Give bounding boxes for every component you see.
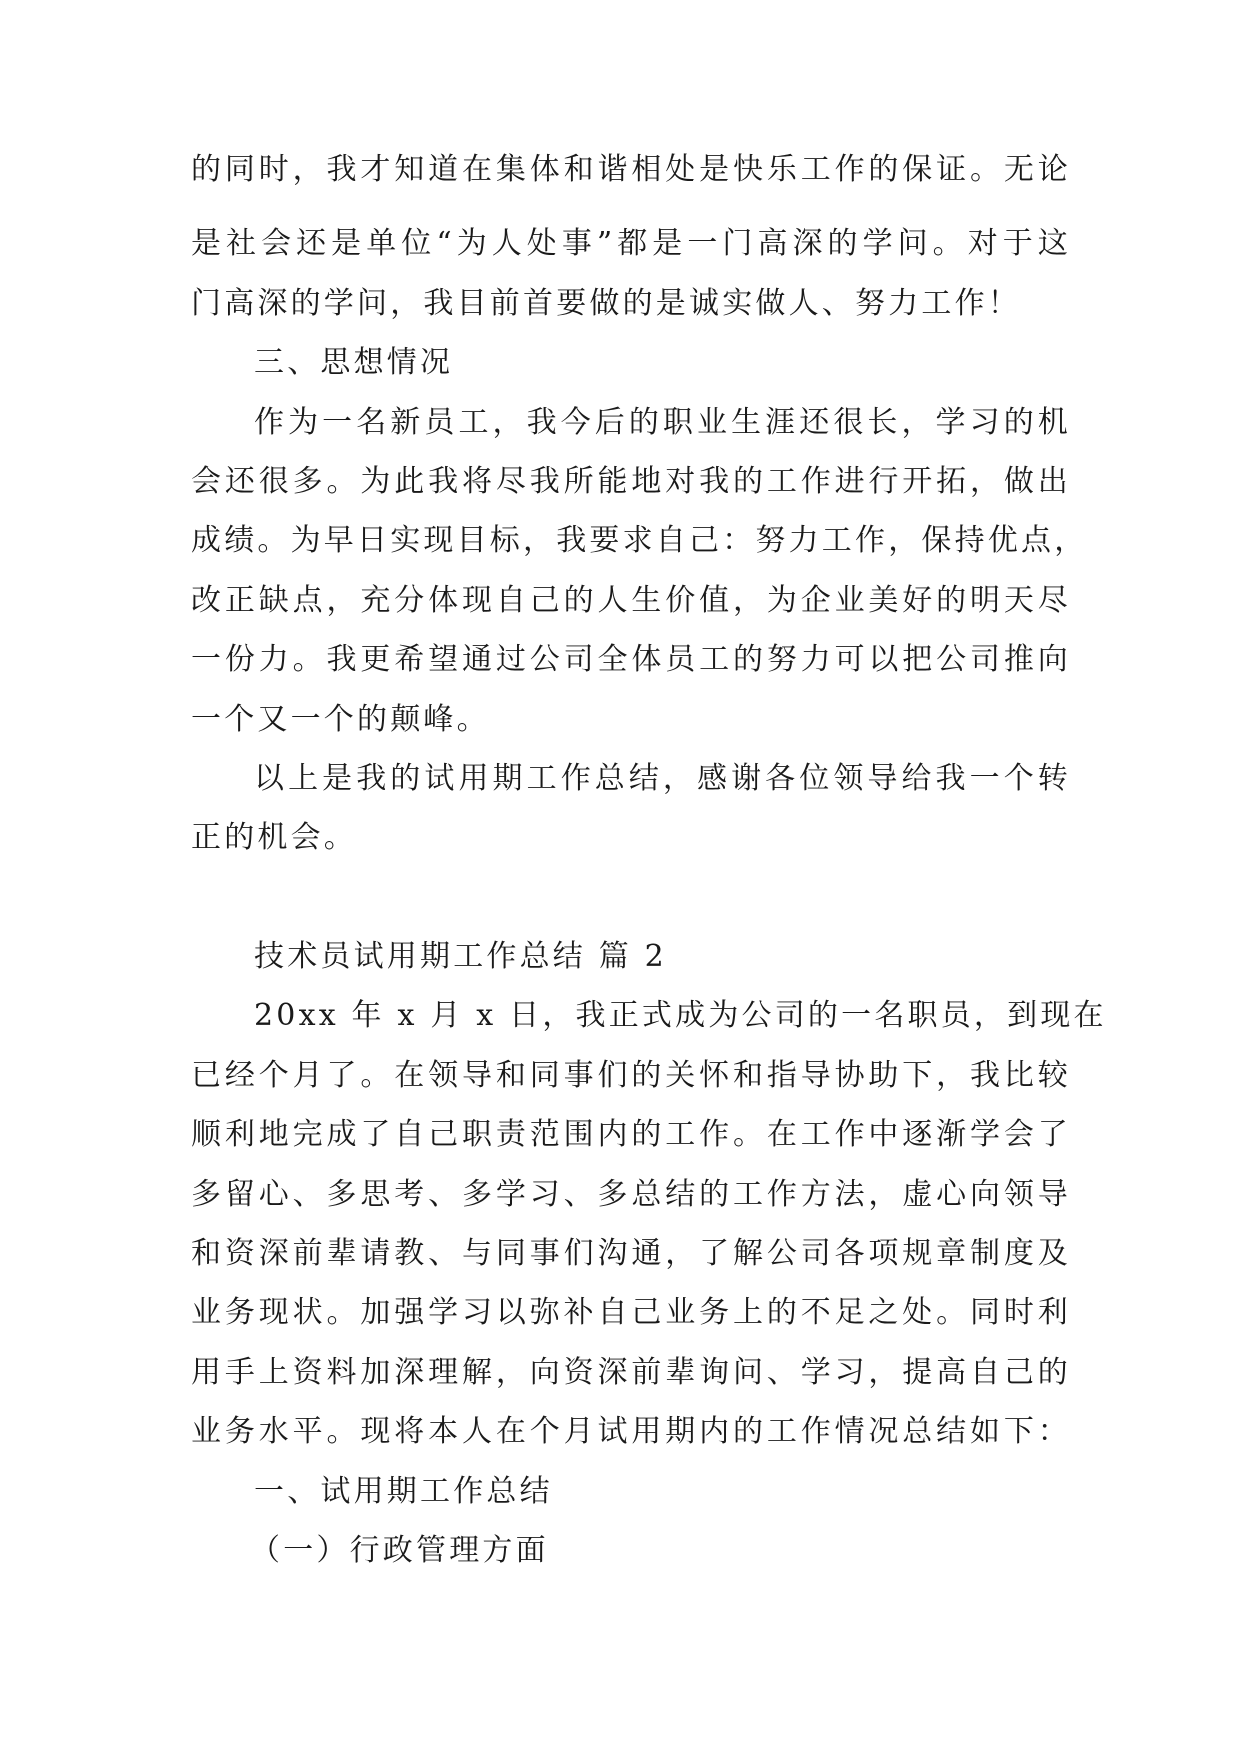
section-heading: 三、思想情况 bbox=[254, 345, 454, 380]
text-line: 改正缺点，充分体现自己的人生价值，为企业美好的明天尽 bbox=[191, 583, 1071, 618]
section-heading: 一、试用期工作总结 bbox=[254, 1474, 553, 1509]
text-line: 门高深的学问，我目前首要做的是诚实做人、努力工作！ bbox=[191, 286, 1021, 321]
text-line: 业务现状。加强学习以弥补自己业务上的不足之处。同时利 bbox=[191, 1295, 1071, 1330]
text-line: 是社会还是单位“为人处事”都是一门高深的学问。对于这 bbox=[191, 226, 1071, 261]
text-line: 20xx 年 x 月 x 日，我正式成为公司的一名职员，到现在 bbox=[254, 998, 1107, 1033]
text-line: 一个又一个的颠峰。 bbox=[191, 702, 490, 737]
text-line: 以上是我的试用期工作总结，感谢各位领导给我一个转 bbox=[254, 761, 1071, 796]
text-line: 和资深前辈请教、与同事们沟通，了解公司各项规章制度及 bbox=[191, 1236, 1071, 1271]
text-line: 多留心、多思考、多学习、多总结的工作方法，虚心向领导 bbox=[191, 1177, 1071, 1212]
text-line: 业务水平。现将本人在个月试用期内的工作情况总结如下： bbox=[191, 1414, 1071, 1449]
text-line: 成绩。为早日实现目标，我要求自己：努力工作，保持优点， bbox=[191, 523, 1088, 558]
text-line: 顺利地完成了自己职责范围内的工作。在工作中逐渐学会了 bbox=[191, 1117, 1071, 1152]
subsection-heading: （一）行政管理方面 bbox=[250, 1533, 549, 1568]
text-line: 正的机会。 bbox=[191, 820, 357, 855]
article-title: 技术员试用期工作总结 篇 2 bbox=[254, 939, 667, 974]
text-line: 用手上资料加深理解，向资深前辈询问、学习，提高自己的 bbox=[191, 1355, 1071, 1390]
text-line: 已经个月了。在领导和同事们的关怀和指导协助下，我比较 bbox=[191, 1058, 1071, 1093]
text-line: 会还很多。为此我将尽我所能地对我的工作进行开拓，做出 bbox=[191, 464, 1071, 499]
text-line: 作为一名新员工，我今后的职业生涯还很长，学习的机 bbox=[254, 405, 1071, 440]
text-line: 一份力。我更希望通过公司全体员工的努力可以把公司推向 bbox=[191, 642, 1071, 677]
text-line: 的同时，我才知道在集体和谐相处是快乐工作的保证。无论 bbox=[191, 152, 1071, 187]
